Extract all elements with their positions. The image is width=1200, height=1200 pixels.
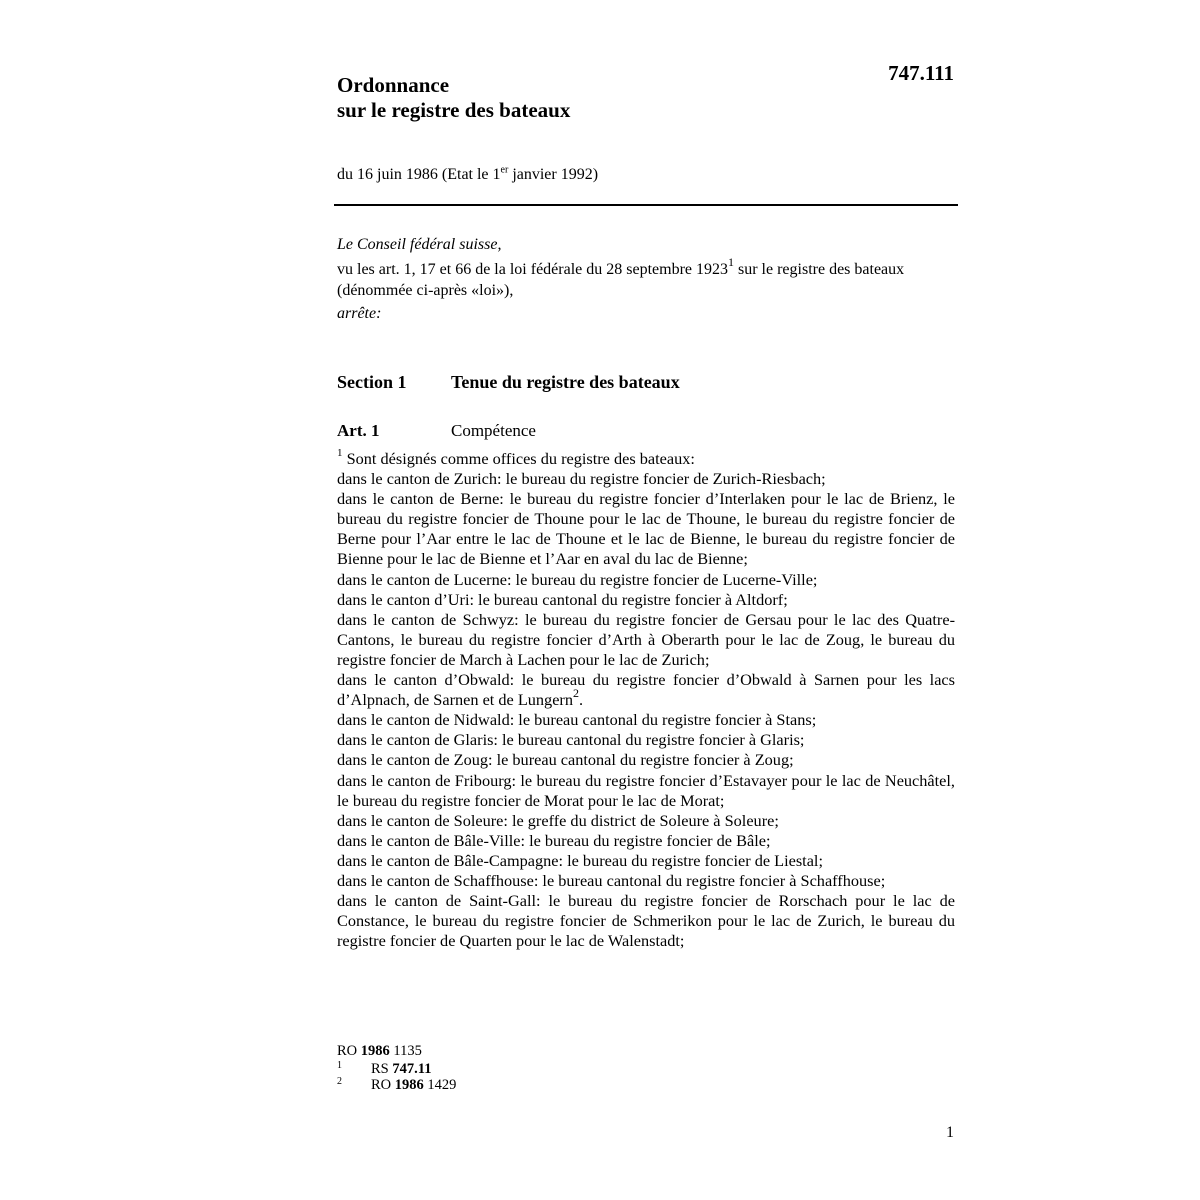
footnote-text (371, 1061, 431, 1077)
section-heading (337, 370, 680, 394)
canton-entry-glaris: dans le canton de Glaris: le bureau cantonal du registre foncier à Glaris; (337, 730, 805, 750)
section-number: Section 1 (337, 372, 407, 392)
canton-entry-obwald-end: . (579, 690, 584, 710)
page-number: 1 (946, 1124, 954, 1141)
date-superscript: er (500, 164, 509, 176)
preamble (337, 234, 957, 325)
paragraph-line-intro: Sont désignés comme offices du registre des bateaux: (346, 449, 695, 468)
canton-entry-bale-ville: dans le canton de Bâle-Ville: le bureau du registre foncier de Bâle; (337, 830, 771, 850)
footnote-ref-2[interactable]: 2 (573, 686, 579, 701)
canton-entry-fribourg: dans le canton de Fribourg: le bureau du registre foncier d’Estavayer pour le lac de Neuchâtel, le bureau du registre foncier de Morat pour le lac de Morat; (337, 770, 955, 810)
footnote-2 (337, 1077, 737, 1093)
footnote-suffix: 1429 (423, 1077, 457, 1093)
canton-entry-obwald (337, 670, 955, 710)
article-body (337, 449, 955, 951)
canton-entry-nidwald: dans le canton de Nidwald: le bureau cantonal du registre foncier à Stans; (337, 710, 817, 730)
document-date (337, 164, 598, 186)
article-title: Compétence (451, 421, 536, 440)
legal-basis-text: vu les art. 1, 17 et 66 de la loi fédérale du 28 septembre 1923 (337, 261, 728, 278)
date-suffix: janvier 1992) (508, 166, 599, 183)
canton-entry-lucerne: dans le canton de Lucerne: le bureau du registre foncier de Lucerne-Ville; (337, 569, 818, 589)
footnote-1 (337, 1061, 737, 1077)
footnote-prefix: RS (371, 1061, 393, 1077)
section-title: Tenue du registre des bateaux (451, 372, 680, 392)
footnotes (337, 1042, 737, 1093)
canton-entry-zoug: dans le canton de Zoug: le bureau cantonal du registre foncier à Zoug; (337, 750, 794, 770)
canton-entry-obwald-text: dans le canton d’Obwald: le bureau du registre foncier d’Obwald à Sarnen pour les lacs d’Alpnach, de Sarnen et de Lungern (337, 670, 955, 710)
footnote-ref-1[interactable]: 1 (728, 255, 734, 269)
title-line-1: Ordonnance (337, 73, 450, 97)
sr-number: 747.111 (888, 61, 954, 85)
footnote-number: 2 (337, 1076, 342, 1087)
legal-basis-text-end: sur le registre des bateaux (dénommée ci-après «loi»), (337, 261, 905, 299)
decree-word: arrête: (337, 305, 382, 322)
canton-entry-uri: dans le canton d’Uri: le bureau cantonal du registre foncier à Altdorf; (337, 589, 788, 609)
official-collection-reference (337, 1042, 737, 1060)
footnote-bold: 1986 (394, 1077, 424, 1093)
footnote-bold: 747.11 (392, 1061, 432, 1077)
ro-year: 1986 (360, 1043, 390, 1059)
canton-entry-zurich: dans le canton de Zurich: le bureau du registre foncier de Zurich-Riesbach; (337, 469, 826, 489)
document-title (337, 73, 570, 123)
footnote-text (371, 1077, 456, 1093)
canton-entry-saint-gall: dans le canton de Saint-Gall: le bureau du registre foncier de Rorschach pour le lac de Constance, le bureau du registre foncier de Schmerikon pour le lac de Zurich, le bureau du registre foncier de Quarten pour le lac de Walenstadt; (337, 891, 955, 951)
footnote-prefix: RO (371, 1077, 395, 1093)
canton-entry-berne: dans le canton de Berne: le bureau du registre foncier d’Interlaken pour le lac de Brienz, le bureau du registre foncier de Thoune pour le lac de Thoune, le bureau du registre foncier de Berne pour l’Aar entre le lac de Thoune et le lac de Bienne, le bureau du registre foncier de Bienne pour le lac de Bienne et l’Aar en aval du lac de Bienne; (337, 489, 955, 569)
canton-entry-bale-campagne: dans le canton de Bâle-Campagne: le bureau du registre foncier de Liestal; (337, 850, 823, 870)
ro-page: 1135 (389, 1043, 422, 1059)
legal-basis (337, 255, 957, 301)
footnote-number: 1 (337, 1060, 342, 1071)
header-divider (334, 204, 958, 206)
enacting-authority: Le Conseil fédéral suisse, (337, 236, 502, 253)
canton-entry-schaffhouse: dans le canton de Schaffhouse: le bureau cantonal du registre foncier à Schaffhouse; (337, 870, 886, 890)
article-heading (337, 420, 536, 442)
ro-prefix: RO (337, 1043, 361, 1059)
paragraph-intro (337, 449, 955, 469)
article-number: Art. 1 (337, 421, 380, 440)
date-prefix: du 16 juin 1986 (Etat le 1 (337, 166, 501, 183)
canton-entry-soleure: dans le canton de Soleure: le greffe du district de Soleure à Soleure; (337, 810, 779, 830)
canton-entry-schwyz: dans le canton de Schwyz: le bureau du registre foncier de Gersau pour le lac des Quatre-Cantons, le bureau du registre foncier d’Arth à Oberarth pour le lac de Zoug, le bureau du registre foncier de March à Lachen pour le lac de Zurich; (337, 609, 955, 669)
title-line-2: sur le registre des bateaux (337, 98, 571, 122)
paragraph-number: 1 (337, 447, 343, 459)
